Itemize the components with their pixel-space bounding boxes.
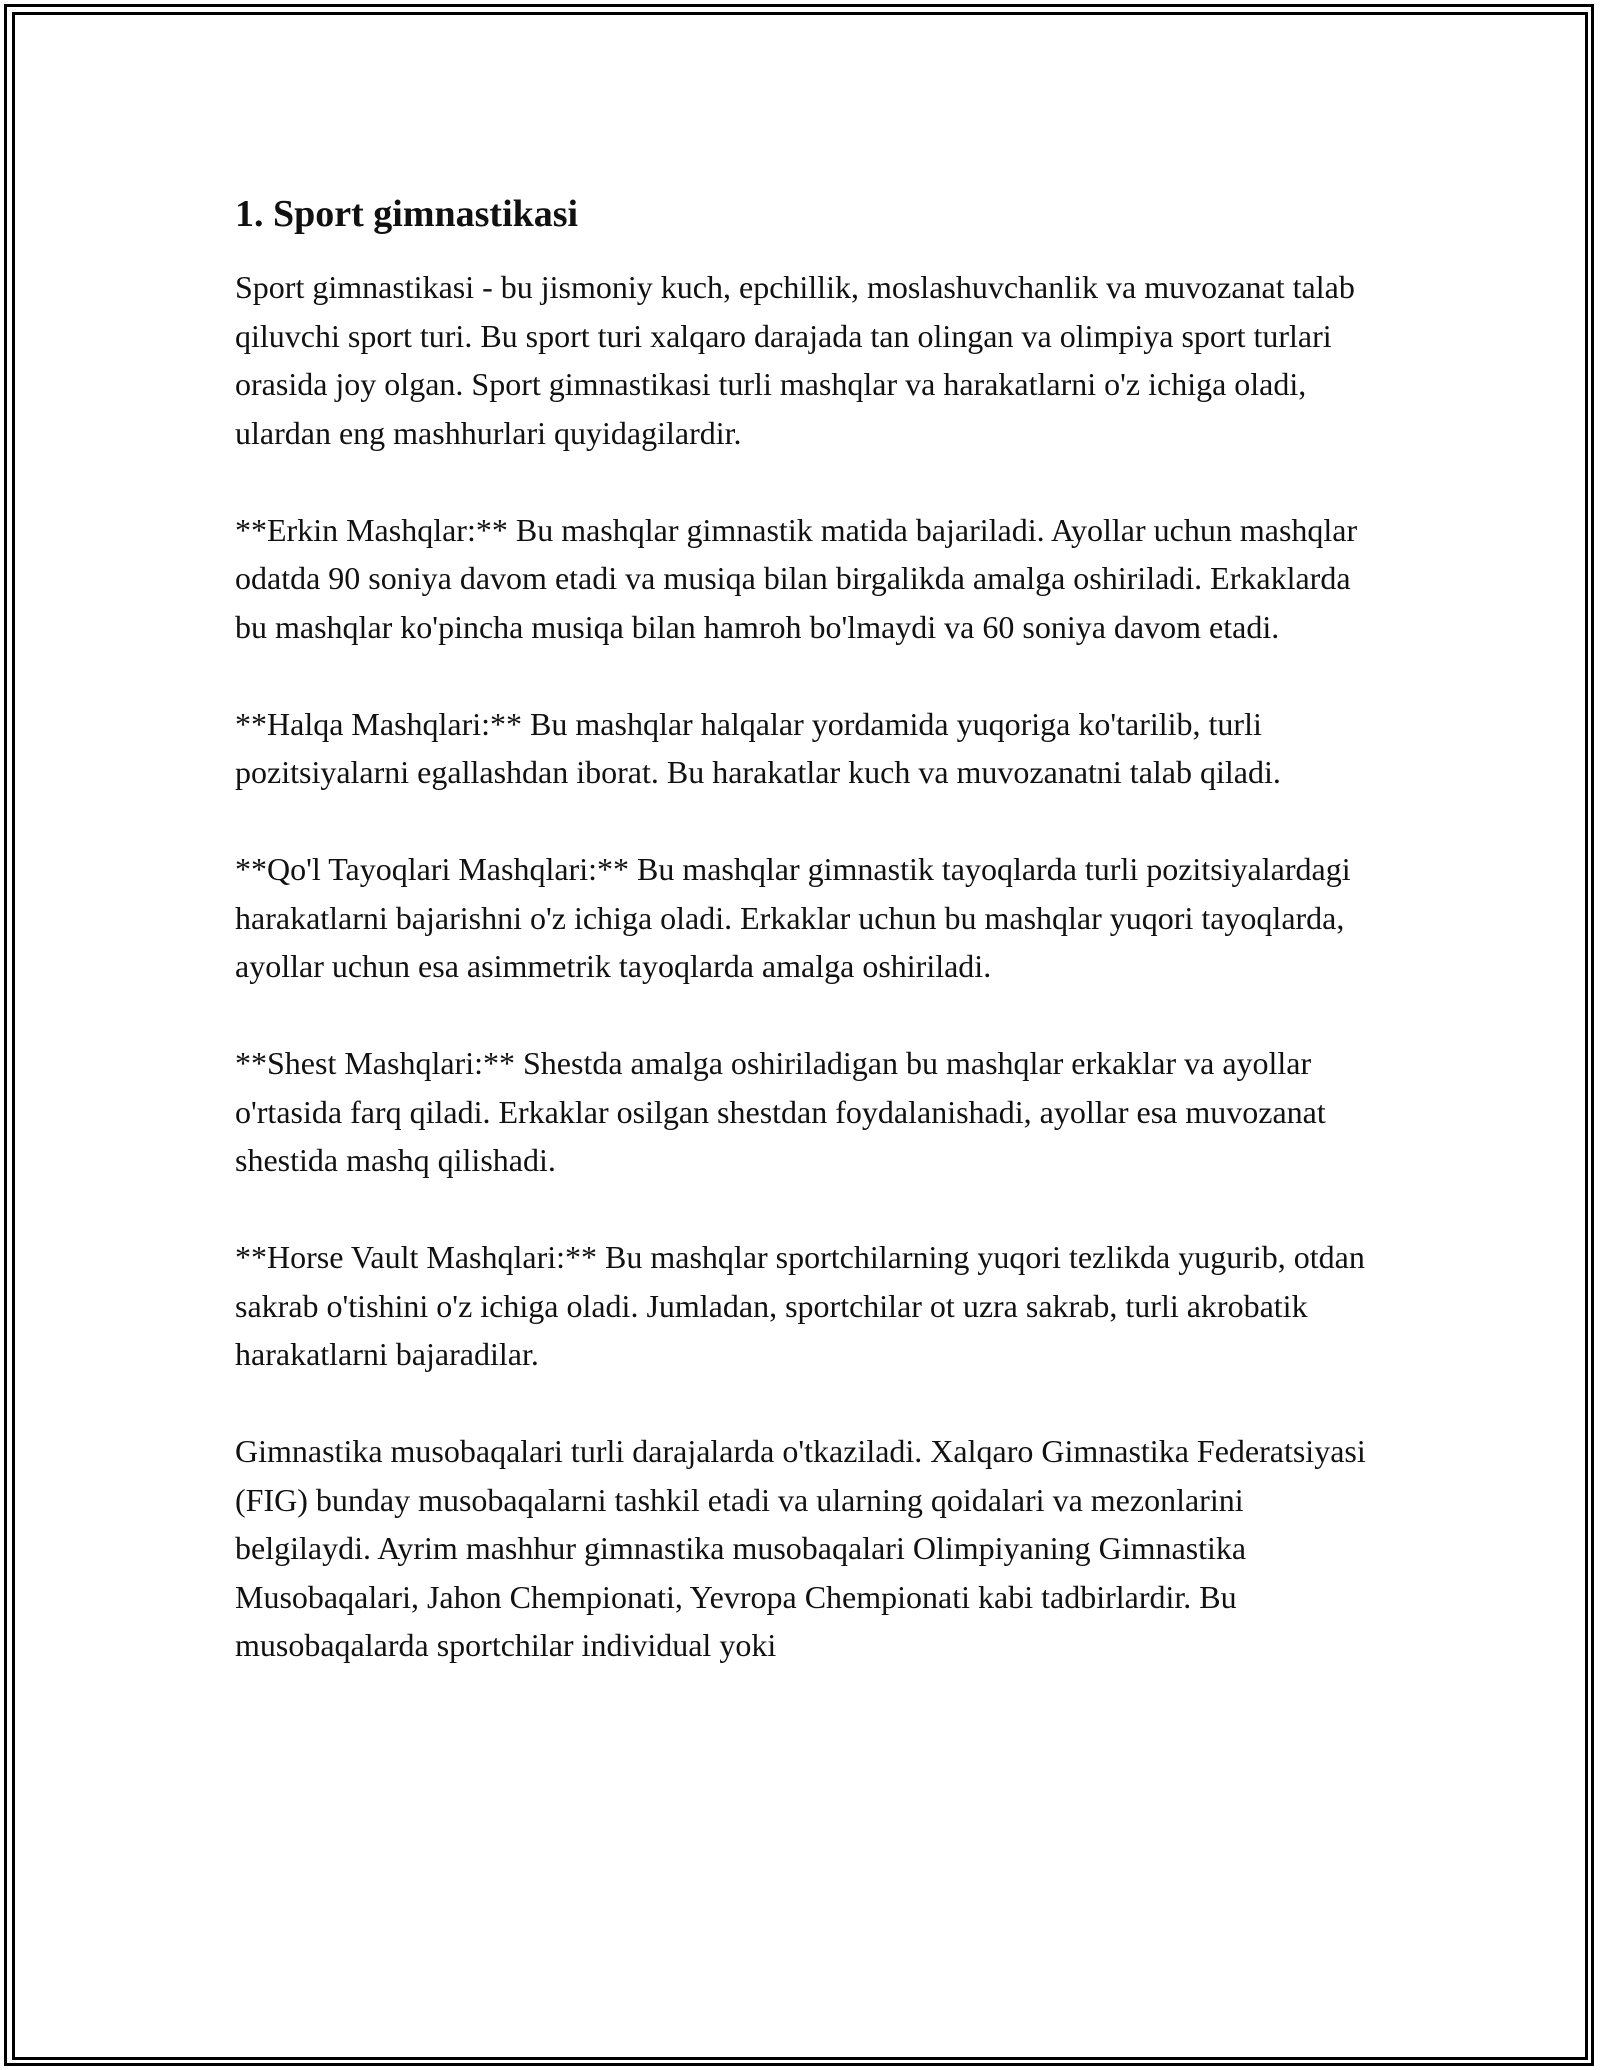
erkin-mashqlar-paragraph: **Erkin Mashqlar:** Bu mashqlar gimnastik matida bajariladi. Ayollar uchun mashqlar odatda 90 soniya davom etadi va musiqa bilan birgalikda amalga oshiriladi. Erkaklarda bu mashqlar ko'pincha musiqa bilan hamroh bo'lmaydi va 60 soniya davom etadi. (235, 511, 1358, 645)
horse-vault-paragraph: **Horse Vault Mashqlari:** Bu mashqlar sportchilarning yuqori tezlikda yugurib, otdan sakrab o'tishini o'z ichiga oladi. Jumladan, sportchilar ot uzra sakrab, turli akrobatik harakatlarni bajaradilar. (235, 1239, 1365, 1372)
shest-mashqlari-paragraph: **Shest Mashqlari:** Shestda amalga oshiriladigan bu mashqlar erkaklar va ayollar o'rtasida farq qiladi. Erkaklar osilgan shestdan foydalanishadi, ayollar esa muvozanat shestida mashq qilishadi. (235, 1045, 1326, 1178)
qol-tayoqlari-paragraph: **Qo'l Tayoqlari Mashqlari:** Bu mashqlar gimnastik tayoqlarda turli pozitsiyalardagi harakatlarni bajarishni o'z ichiga oladi. Erkaklar uchun bu mashqlar yuqori tayoqlarda, ayollar uchun esa asimmetrik tayoqlarda amalga oshiriladi. (235, 851, 1351, 984)
halqa-mashqlari-paragraph: **Halqa Mashqlari:** Bu mashqlar halqalar yordamida yuqoriga ko'tarilib, turli pozitsiyalarni egallashdan iborat. Bu harakatlar kuch va muvozanatni talab qiladi. (235, 705, 1281, 790)
intro-paragraph: Sport gimnastikasi - bu jismoniy kuch, epchillik, moslashuvchanlik va muvozanat talab qiluvchi sport turi. Bu sport turi xalqaro darajada tan olingan va olimpiya sport turlari orasida joy olgan. Sport gimnastikasi turli mashqlar va harakatlarni o'z ichiga oladi, ulardan eng mashhurlari quyidagilardir. (235, 269, 1355, 451)
competitions-paragraph: Gimnastika musobaqalari turli darajalarda o'tkaziladi. Xalqaro Gimnastika Federatsiyasi (FIG) bunday musobaqalarni tashkil etadi va ularning qoidalari va mezonlarini belgilaydi. Ayrim mashhur gimnastika musobaqalari Olimpiyaning Gimnastika Musobaqalari, Jahon Chempionati, Yevropa Chempionati kabi tadbirlardir. Bu musobaqalarda sportchilar individual yoki (235, 1433, 1366, 1663)
document-body (235, 185, 1380, 1718)
section-heading: 1. Sport gimnastikasi (235, 193, 579, 235)
